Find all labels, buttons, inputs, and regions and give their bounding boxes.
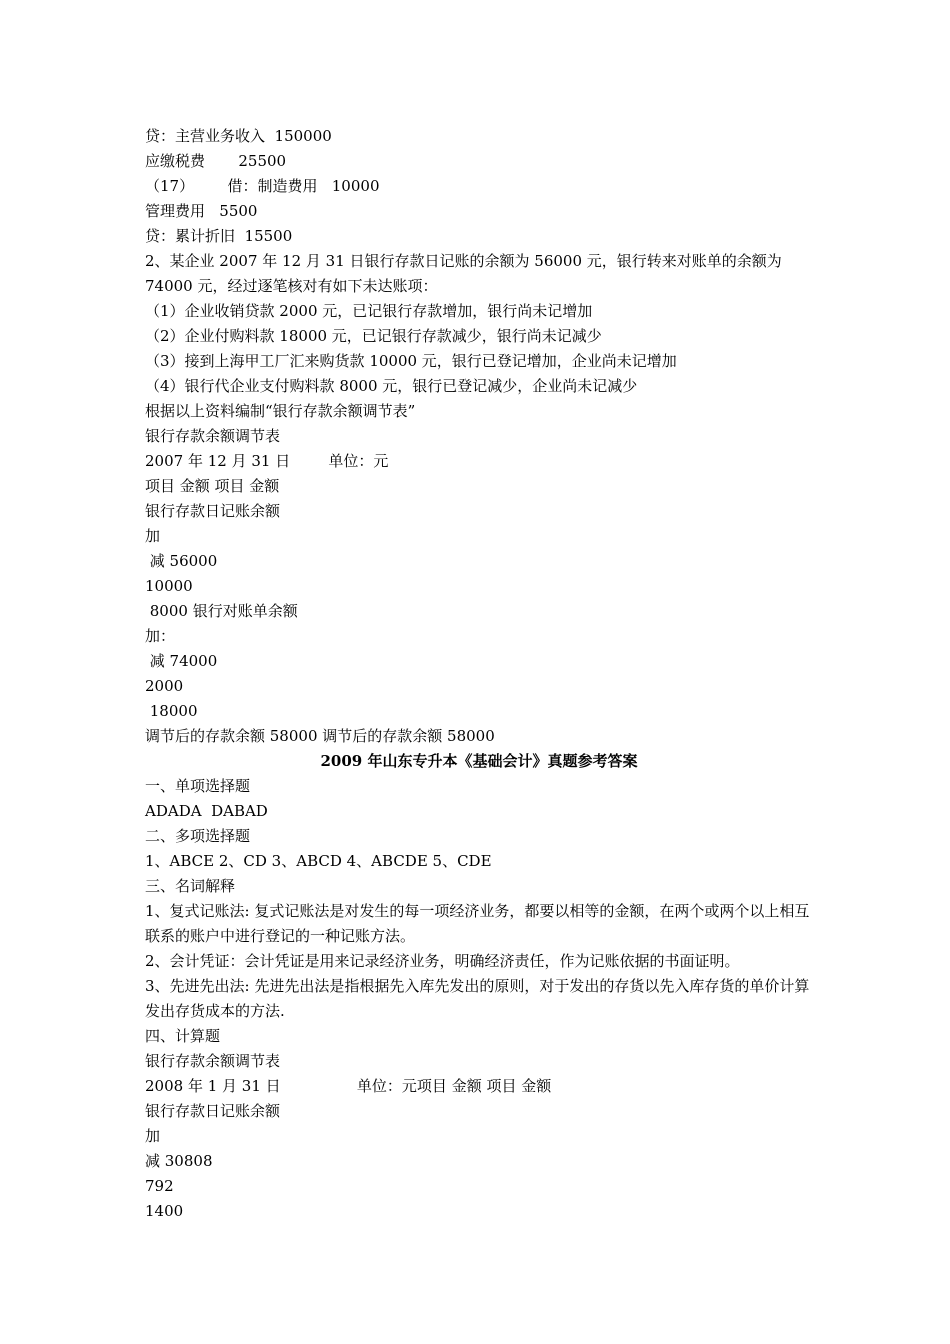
text-line: 减 74000 [145, 652, 218, 670]
text-line: 贷：主营业务收入 150000 [145, 127, 332, 145]
table-title: 银行存款余额调节表 [145, 1052, 281, 1070]
text-line: 银行存款日记账余额 [145, 1102, 281, 1120]
text-line: 调节后的存款余额 58000 调节后的存款余额 58000 [145, 727, 495, 745]
table-date: 2007 年 12 月 31 日 单位：元 [145, 452, 389, 470]
answer-line: 1、ABCE 2、CD 3、ABCD 4、ABCDE 5、CDE [145, 852, 492, 870]
question-section-title: 三、名词解释 [145, 877, 236, 895]
table-date: 2008 年 1 月 31 日 单位：元项目 金额 项目 金额 [145, 1077, 552, 1095]
text-line: （1）企业收销贷款 2000 元，已记银行存款增加，银行尚未记增加 [145, 302, 593, 320]
text-line: 1400 [145, 1202, 184, 1220]
text-line: 根据以上资料编制“银行存款余额调节表” [145, 402, 416, 420]
text-line: 减 30808 [145, 1152, 213, 1170]
question-section-title: 一、单项选择题 [145, 777, 251, 795]
paragraph: 2、某企业 2007 年 12 月 31 日银行存款日记账的余额为 56000 元，银行转来对账单的余额为 74000 元，经过逐笔核对有如下未达账项： [145, 252, 782, 295]
text-line: 2000 [145, 677, 184, 695]
text-line: 18000 [145, 702, 198, 720]
text-line: 应缴税费 25500 [145, 152, 287, 170]
text-line: （3）接到上海甲工厂汇来购货款 10000 元，银行已登记增加，企业尚未记增加 [145, 352, 677, 370]
question-section-title: 四、计算题 [145, 1027, 221, 1045]
question-section-title: 二、多项选择题 [145, 827, 251, 845]
text-line: 加 [145, 527, 161, 545]
table-title: 银行存款余额调节表 [145, 427, 281, 445]
answer-line: ADADA DABAD [145, 802, 268, 820]
section-heading: 2009 年山东专升本《基础会计》真题参考答案 [320, 752, 638, 770]
text-line: 8000 银行对账单余额 [145, 602, 298, 620]
paragraph: 3、先进先出法: 先进先出法是指根据先入库先发出的原则，对于发出的存货以先入库存货的单价计算发出存货成本的方法. [145, 977, 810, 1020]
text-line: 2、会计凭证：会计凭证是用来记录经济业务，明确经济责任，作为记账依据的书面证明。 [145, 952, 740, 970]
text-line: 加： [145, 627, 176, 645]
text-line: （4）银行代企业支付购料款 8000 元，银行已登记减少，企业尚未记减少 [145, 377, 638, 395]
paragraph: 1、复式记账法: 复式记账法是对发生的每一项经济业务，都要以相等的金额，在两个或两个以上相互联系的账户中进行登记的一种记账方法。 [145, 902, 810, 945]
text-line: 贷：累计折旧 15500 [145, 227, 293, 245]
text-line: 792 [145, 1177, 174, 1195]
document-body [145, 124, 813, 1224]
text-line: （17） 借：制造费用 10000 [145, 177, 380, 195]
table-header: 项目 金额 项目 金额 [145, 477, 280, 495]
text-line: 银行存款日记账余额 [145, 502, 281, 520]
text-line: 管理费用 5500 [145, 202, 258, 220]
text-line: 加 [145, 1127, 161, 1145]
text-line: 10000 [145, 577, 193, 595]
text-line: （2）企业付购料款 18000 元，已记银行存款减少，银行尚未记减少 [145, 327, 602, 345]
text-line: 减 56000 [145, 552, 218, 570]
